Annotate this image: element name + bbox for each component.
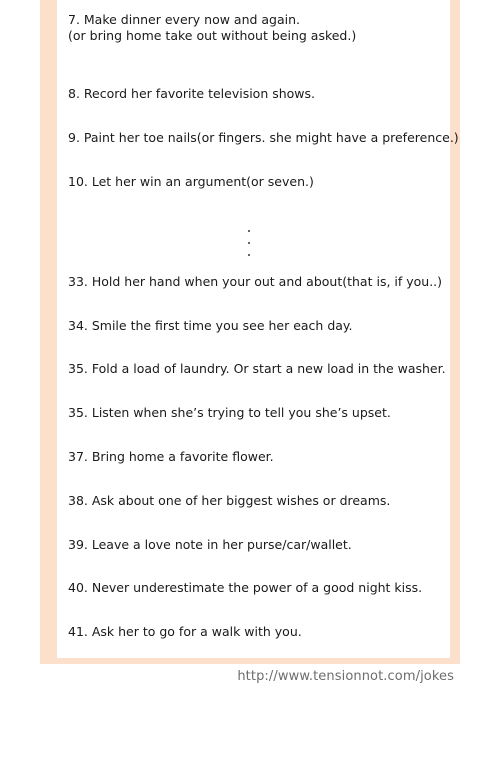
dot <box>248 242 250 244</box>
list-item <box>68 274 448 290</box>
list-item <box>68 493 448 509</box>
source-url: http://www.tensionnot.com/jokes <box>237 669 454 684</box>
list-item-text: 39. Leave a love note in her purse/car/wallet. <box>68 537 352 552</box>
list-item-text: 37. Bring home a favorite flower. <box>68 449 274 464</box>
list-item-text: 33. Hold her hand when your out and about(that is, if you..) <box>68 274 443 289</box>
list-item-text: (or bring home take out without being asked.) <box>68 28 357 43</box>
list-item <box>68 12 448 44</box>
list-item <box>68 86 448 102</box>
list-item-text: 38. Ask about one of her biggest wishes or dreams. <box>68 493 391 508</box>
list-item <box>68 318 448 334</box>
list-item <box>68 361 448 377</box>
list-item-text: 34. Smile the first time you see her each day. <box>68 318 353 333</box>
list-item-text: 35. Fold a load of laundry. Or start a new load in the washer. <box>68 361 446 376</box>
list-item-text: 8. Record her favorite television shows. <box>68 86 316 101</box>
list-item <box>68 580 448 596</box>
list-item <box>68 449 448 465</box>
list-item <box>68 624 448 640</box>
list-item <box>68 130 459 146</box>
list-item-text: 7. Make dinner every now and again. <box>68 12 301 27</box>
list-item <box>68 405 448 421</box>
list-item <box>68 174 448 190</box>
list-item-text: 10. Let her win an argument(or seven.) <box>68 174 314 189</box>
list-item-text: 41. Ask her to go for a walk with you. <box>68 624 302 639</box>
dot <box>248 254 250 256</box>
list-item-text: 9. Paint her toe nails(or fingers. she might have a preference.) <box>68 130 459 145</box>
dot <box>248 230 250 232</box>
list-item <box>68 537 448 553</box>
list-item-text: 35. Listen when she’s trying to tell you she’s upset. <box>68 405 391 420</box>
list-item-text: 40. Never underestimate the power of a good night kiss. <box>68 580 423 595</box>
ellipsis-separator <box>246 226 252 260</box>
